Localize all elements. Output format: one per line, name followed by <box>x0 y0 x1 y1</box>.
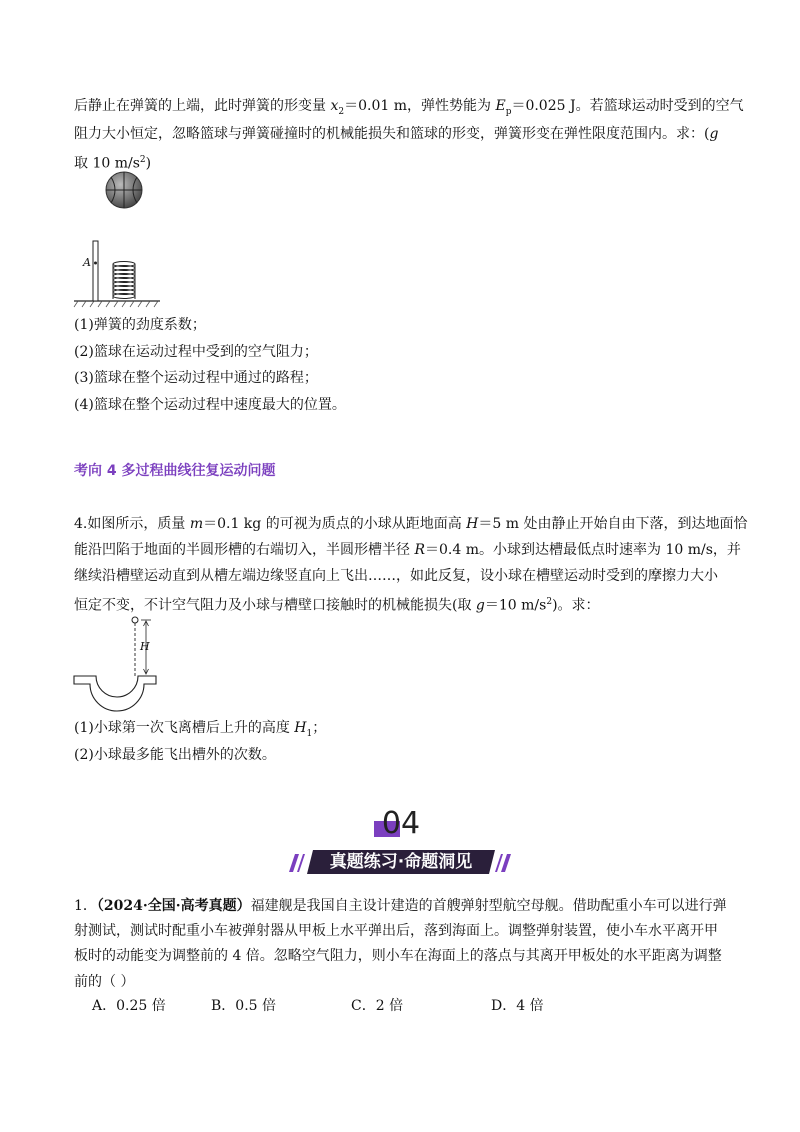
option-a: A．0.25 倍 <box>92 998 166 1014</box>
question-item: (4)篮球在整个运动过程中速度最大的位置。 <box>74 397 346 413</box>
basketball-spring-diagram <box>72 168 162 308</box>
subscript: 1 <box>306 728 313 739</box>
problem4-line2 <box>74 540 741 560</box>
option-c: C．2 倍 <box>351 998 404 1014</box>
var-h: H <box>466 516 479 532</box>
problem5-line4: 前的（ ） <box>74 974 135 990</box>
text-segment: 阻力大小恒定，忽略篮球与弹簧碰撞时的机械能损失和篮球的形变，弹簧形变在弹性限度范围内。求：( <box>74 126 710 142</box>
problem4-question-1 <box>74 718 326 744</box>
text-segment: )。求： <box>552 597 600 614</box>
text-segment: 取 10 m/s <box>74 155 140 172</box>
banner-title: 真题练习·命题洞见 <box>329 852 473 872</box>
figure-label-a: A <box>83 256 91 269</box>
text-segment: ＝0.025 J。若篮球运动时受到的空气 <box>511 98 744 114</box>
text-segment: ； <box>312 720 327 736</box>
var-g: g <box>475 597 485 614</box>
problem4-line3: 继续沿槽壁运动直到从槽左端边缘竖直向上飞出……，如此反复，设小球在槽壁运动时受到的摩擦力大小 <box>74 568 718 584</box>
question-item: (2)篮球在运动过程中受到的空气阻力； <box>74 344 318 360</box>
question-number: 1． <box>74 898 97 914</box>
var-h1: H <box>294 720 307 736</box>
text-segment: ＝0.1 kg 的可视为质点的小球从距地面高 <box>203 516 467 532</box>
text-segment: 福建舰是我国自主设计建造的首艘弹射型航空母舰。借助配重小车可以进行弹 <box>250 898 727 914</box>
option-b: B．0.5 倍 <box>211 998 277 1014</box>
superscript: 2 <box>139 155 146 165</box>
problem3-line1 <box>74 96 744 122</box>
ball-icon <box>132 617 138 623</box>
question-item: (3)篮球在整个运动过程中通过的路程； <box>74 370 318 386</box>
var-x: x <box>330 98 339 114</box>
subscript: 2 <box>338 106 345 117</box>
figure-label-h: H <box>140 640 150 653</box>
superscript: 2 <box>546 597 553 607</box>
text-segment: ＝5 m 处由静止开始自由下落，到达地面恰 <box>478 516 748 532</box>
var-g: g <box>709 126 719 142</box>
text-segment: 能沿凹陷于地面的半圆形槽的右端切入，半圆形槽半径 <box>74 542 415 558</box>
groove-figure <box>72 612 162 712</box>
problem5-line2: 射测试，测试时配重小车被弹射器从甲板上水平弹出后，落到海面上。调整弹射装置，使小车水平离开甲 <box>74 923 718 939</box>
problem4-question-2: (2)小球最多能飞出槽外的次数。 <box>74 747 276 763</box>
subscript: p <box>505 106 512 117</box>
basketball-spring-figure <box>72 168 162 308</box>
option-d: D．4 倍 <box>491 998 544 1014</box>
var-r: R <box>414 542 425 558</box>
section-banner <box>283 806 517 874</box>
text-segment: ＝0.01 m，弹性势能为 <box>344 98 496 114</box>
spring-icon <box>113 262 135 300</box>
question-source: （2024·全国·高考真题） <box>96 898 251 914</box>
var-m: m <box>189 516 204 532</box>
text-segment: ＝0.4 m。小球到达槽最低点时速率为 10 m/s，并 <box>425 542 741 558</box>
section-heading: 考向 4 多过程曲线往复运动问题 <box>74 463 276 479</box>
problem5-line3: 板时的动能变为调整前的 4 倍。忽略空气阻力，则小车在海面上的落点与其离开甲板处的水平距离为调整 <box>74 948 722 964</box>
problem5-line1 <box>74 896 727 916</box>
basketball-icon <box>106 172 142 208</box>
banner-number: 04 <box>381 806 421 841</box>
text-segment: ) <box>145 155 152 172</box>
problem4-line1 <box>74 514 747 534</box>
text-segment: (1)小球第一次飞离槽后上升的高度 <box>74 720 295 736</box>
var-e: E <box>495 98 506 114</box>
question-item: (1)弹簧的劲度系数； <box>74 317 206 333</box>
problem3-line2 <box>74 124 718 144</box>
text-segment: 后静止在弹簧的上端，此时弹簧的形变量 <box>74 98 331 114</box>
text-segment: ＝10 m/s <box>484 597 547 614</box>
text-segment: 4.如图所示，质量 <box>74 516 190 532</box>
semicircular-groove-diagram <box>72 612 162 712</box>
text-segment: 恒定不变，不计空气阻力及小球与槽壁口接触时的机械能损失(取 <box>74 597 476 614</box>
